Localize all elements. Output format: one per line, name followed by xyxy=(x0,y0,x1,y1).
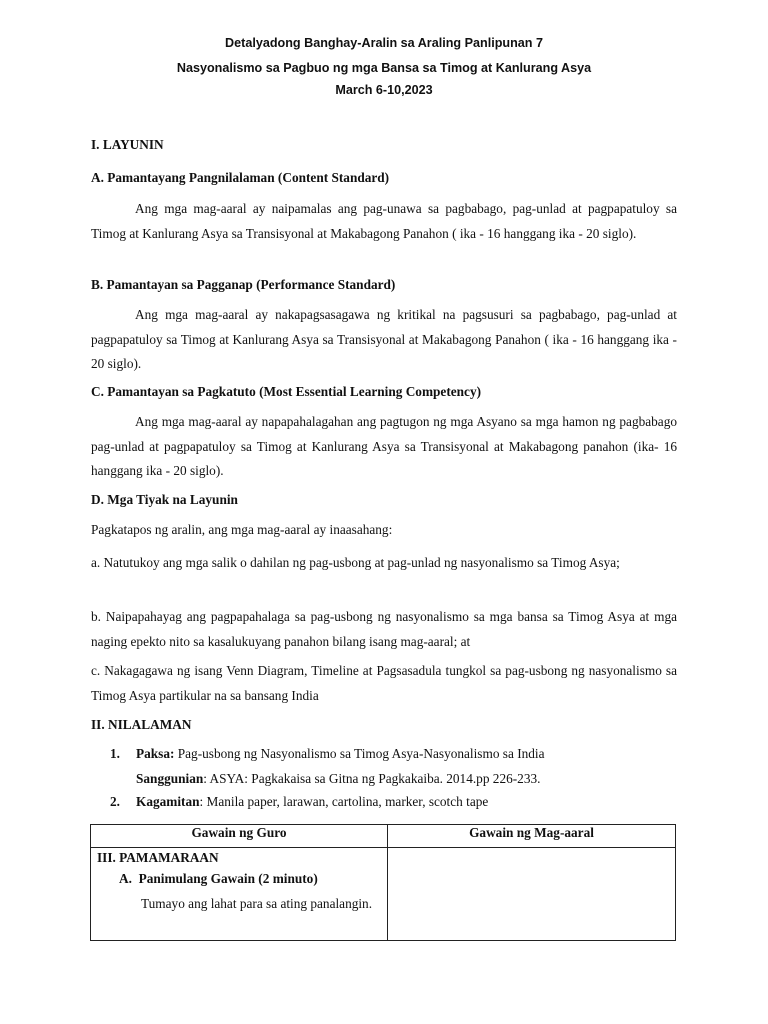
performance-standard-heading: B. Pamantayan sa Pagganap (Performance Standard) xyxy=(91,277,396,292)
column-header-guro: Gawain ng Guro xyxy=(91,825,388,848)
learning-competency-heading: C. Pamantayan sa Pagkatuto (Most Essential Learning Competency) xyxy=(91,384,482,399)
activity-table xyxy=(90,824,676,941)
objective-item-b: b. Naipapahayag ang pagpapahalaga sa pag-usbong ng nasyonalismo sa mga bansa sa Timog Asya at mga naging epekto nito sa kasalukuyang panahon bilang isang mag-aaral; at xyxy=(91,609,677,649)
pamamaraan-title: III. PAMAMARAAN xyxy=(97,850,219,865)
document-date: March 6-10,2023 xyxy=(335,83,433,97)
specific-objectives-intro: Pagkatapos ng aralin, ang mga mag-aaral ay inaasahang: xyxy=(91,522,393,537)
panimulang-gawain-heading xyxy=(97,868,381,890)
content-standard-text: Ang mga mag-aaral ay naipamalas ang pag-unawa sa pagbabago, pag-unlad at pagpapatuloy sa Timog at Kanlurang Asya sa Transisyonal at Makabagong Panahon ( ika - 16 hanggang ika - 20 siglo). xyxy=(91,201,677,241)
document-subtitle: Nasyonalismo sa Pagbuo ng mga Bansa sa Timog at Kanlurang Asya xyxy=(176,61,592,75)
paksa-label: Paksa: xyxy=(136,746,175,761)
sanggunian-label: Sanggunian xyxy=(136,771,204,786)
sub-title: Panimulang Gawain (2 minuto) xyxy=(138,871,318,886)
content-item-sanggunian xyxy=(136,771,540,787)
kagamitan-label: Kagamitan xyxy=(136,794,200,809)
section-nilalaman-title: II. NILALAMAN xyxy=(91,717,192,732)
content-item-paksa xyxy=(110,746,545,762)
content-item-kagamitan xyxy=(110,794,488,810)
sanggunian-text: : ASYA: Pagkakaisa sa Gitna ng Pagkakaiba. 2014.pp 226-233. xyxy=(203,771,541,786)
kagamitan-text: : Manila paper, larawan, cartolina, marker, scotch tape xyxy=(199,794,489,809)
objective-item-a: a. Natutukoy ang mga salik o dahilan ng pag-usbong at pag-unlad ng nasyonalismo sa Timog Asya; xyxy=(91,555,620,570)
section-layunin-title: I. LAYUNIN xyxy=(91,137,164,152)
document-title: Detalyadong Banghay-Aralin sa Araling Panlipunan 7 xyxy=(225,36,543,50)
list-number: 1. xyxy=(110,746,120,761)
paksa-text: Pag-usbong ng Nasyonalismo sa Timog Asya-Nasyonalismo sa India xyxy=(177,746,545,761)
objective-item-c: c. Nakagagawa ng isang Venn Diagram, Timeline at Pagsasadula tungkol sa pag-usbong ng nasyonalismo sa Timog Asya partikular na sa bansang India xyxy=(91,663,677,703)
student-activity-cell xyxy=(388,848,676,941)
specific-objectives-heading: D. Mga Tiyak na Layunin xyxy=(91,492,238,507)
table-header-row xyxy=(91,825,676,848)
list-number: 2. xyxy=(110,794,120,809)
prayer-instruction: Tumayo ang lahat para sa ating panalangin. xyxy=(141,896,373,911)
performance-standard-text: Ang mga mag-aaral ay nakapagsasagawa ng kritikal na pagsusuri sa pagbabago, pag-unlad at pagpapatuloy sa Timog at Kanlurang Asya sa Transisyonal at Makabagong Panahon ( ika - 16 hanggang ika - 20 siglo). xyxy=(91,307,677,371)
column-header-mag-aaral: Gawain ng Mag-aaral xyxy=(388,825,676,848)
content-standard-heading: A. Pamantayang Pangnilalaman (Content Standard) xyxy=(91,170,390,185)
table-row xyxy=(91,848,676,941)
learning-competency-text: Ang mga mag-aaral ay napapahalagahan ang pagtugon ng mga Asyano sa mga hamon ng pagbabago pag-unlad at pagpapatuloy sa Timog at Kanlurang Asya sa Transisyonal at Makabagong panahon (ika- 16 hanggang ika - 20 siglo). xyxy=(91,414,677,478)
teacher-activity-cell xyxy=(91,848,388,941)
sub-letter: A. xyxy=(119,871,132,886)
